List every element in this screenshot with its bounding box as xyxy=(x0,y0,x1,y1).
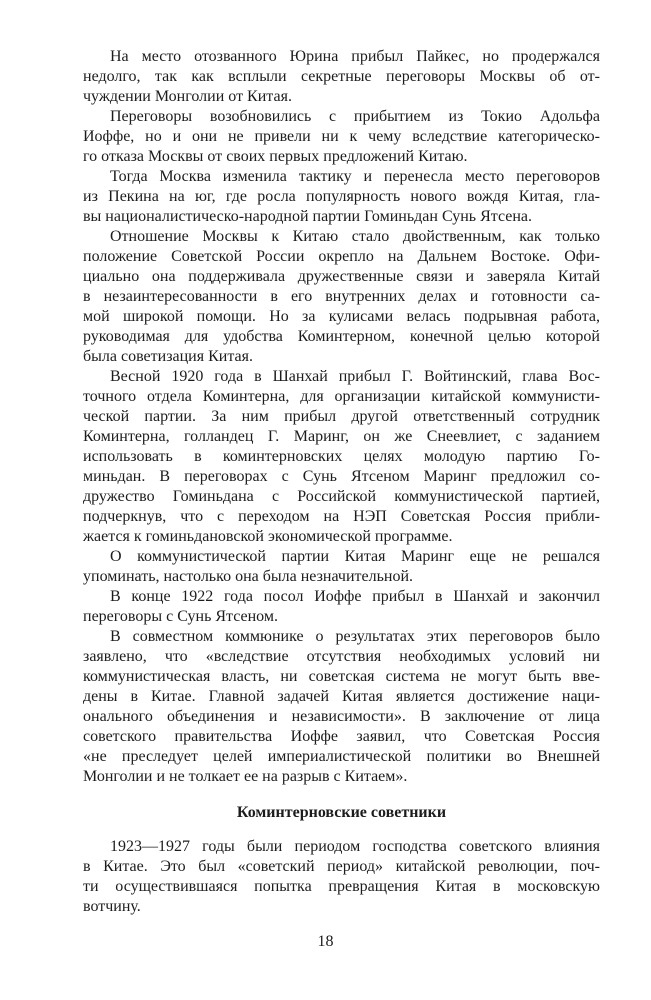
text-line: советского правительства Иоффе заявил, что Советская Россия xyxy=(83,728,600,745)
text-line: Переговоры возобновились с прибытием из Токио Адольфа xyxy=(110,108,600,125)
text-line: упоминать, настолько она была незначительной. xyxy=(83,568,414,585)
text-line: жается к гоминьдановской экономической программе. xyxy=(83,528,453,545)
paragraph xyxy=(83,547,600,587)
text-line: в Китае. Это был «советский период» китайской революции, поч- xyxy=(83,858,600,875)
text-line: Коминтерна, голландец Г. Маринг, он же Снеевлиет, с заданием xyxy=(83,428,600,445)
text-line: циально она поддерживала дружественные связи и заверяла Китай xyxy=(83,268,600,285)
paragraph xyxy=(83,587,600,627)
text-line: О коммунистической партии Китая Маринг еще не решался xyxy=(110,548,600,565)
page-number: 18 xyxy=(317,933,334,950)
text-line: использовать в коминтерновских целях молодую партию Го- xyxy=(83,448,600,465)
text-line: ческой партии. За ним прибыл другой ответственный сотрудник xyxy=(83,408,600,425)
text-line: чуждении Монголии от Китая. xyxy=(83,88,292,105)
text-line: подчеркнув, что с переходом на НЭП Советская Россия прибли- xyxy=(83,508,600,525)
text-line: Иоффе, но и они не привели ни к чему вследствие категорическо- xyxy=(83,128,600,145)
paragraph xyxy=(83,227,600,367)
text-line: онального объединения и независимости». В заключение от лица xyxy=(83,708,600,725)
text-line: переговоры с Сунь Ятсеном. xyxy=(83,608,278,625)
text-line: недолго, так как всплыли секретные переговоры Москвы об от- xyxy=(83,68,600,85)
text-line: заявлено, что «вследствие отсутствия необходимых условий ни xyxy=(83,648,600,665)
text-line: мой широкой помощи. Но за кулисами велась подрывная работа, xyxy=(83,308,600,325)
text-line: 1923—1927 годы были периодом господства советского влияния xyxy=(110,838,600,855)
paragraph xyxy=(83,47,600,107)
text-line: вотчину. xyxy=(83,898,141,915)
text-line: в незаинтересованности в его внутренних делах и готовности са- xyxy=(83,288,600,305)
paragraph xyxy=(83,837,600,917)
text-line: го отказа Москвы от своих первых предложений Китаю. xyxy=(83,148,468,165)
text-line: Весной 1920 года в Шанхай прибыл Г. Войтинский, глава Вос- xyxy=(110,368,600,385)
text-line: дены в Китае. Главной задачей Китая является достижение наци- xyxy=(83,688,600,705)
text-line: вы националистическо-народной партии Гоминьдан Сунь Ятсена. xyxy=(83,208,533,225)
text-line: ти осуществившаяся попытка превращения Китая в московскую xyxy=(83,878,600,895)
text-line: коммунистическая власть, ни советская система не могут быть вве- xyxy=(83,668,600,685)
body-text xyxy=(83,47,600,787)
text-line: В конце 1922 года посол Иоффе прибыл в Шанхай и закончил xyxy=(110,588,600,605)
section-heading: Коминтерновские советники xyxy=(236,804,447,821)
text-line: точного отдела Коминтерна, для организации китайской коммунисти- xyxy=(83,388,600,405)
text-line: Монголии и не толкает ее на разрыв с Китаем». xyxy=(83,768,408,785)
text-line: В совместном коммюнике о результатах этих переговоров было xyxy=(110,628,600,645)
text-line: миньдан. В переговорах с Сунь Ятсеном Маринг предложил со- xyxy=(83,468,600,485)
text-line: Отношение Москвы к Китаю стало двойственным, как только xyxy=(110,228,600,245)
text-line: «не преследует целей империалистической политики во Внешней xyxy=(83,748,600,765)
text-line: На место отозванного Юрина прибыл Пайкес, но продержался xyxy=(110,48,600,65)
paragraph xyxy=(83,627,600,787)
text-line: руководимая для удобства Коминтерном, конечной целью которой xyxy=(83,328,600,345)
text-line: из Пекина на юг, где росла популярность нового вождя Китая, гла- xyxy=(83,188,600,205)
paragraph xyxy=(83,367,600,547)
text-line: была советизация Китая. xyxy=(83,348,253,365)
text-line: положение Советской России окрепло на Дальнем Востоке. Офи- xyxy=(83,248,600,265)
text-line: дружество Гоминьдана с Российской коммунистической партией, xyxy=(83,488,600,505)
text-line: Тогда Москва изменила тактику и перенесла место переговоров xyxy=(110,168,600,185)
paragraph xyxy=(83,167,600,227)
section-body-text xyxy=(83,837,600,917)
paragraph xyxy=(83,107,600,167)
